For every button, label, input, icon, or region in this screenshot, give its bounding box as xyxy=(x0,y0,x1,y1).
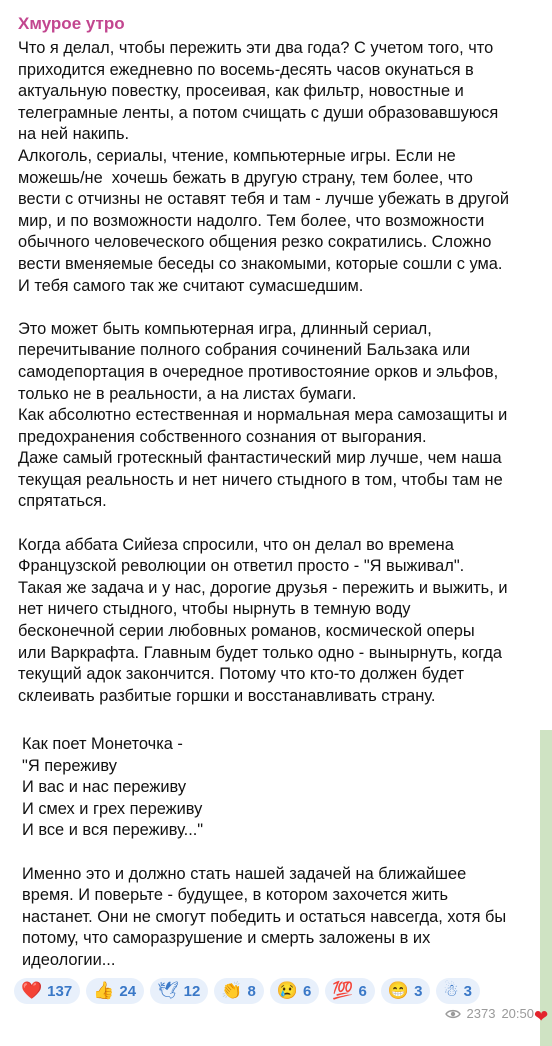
message-time: 20:50 xyxy=(501,1006,534,1021)
reaction-thumbs-up[interactable] xyxy=(86,978,144,1004)
crying-face-icon: 😢 xyxy=(276,981,299,1000)
reaction-hundred[interactable] xyxy=(325,978,375,1004)
reaction-count: 6 xyxy=(303,982,312,1000)
reactions-bar xyxy=(14,978,480,1004)
sender-name[interactable]: Хмурое утро xyxy=(18,14,125,33)
reaction-count: 3 xyxy=(414,982,423,1000)
chat-background-strip xyxy=(540,730,552,1046)
reaction-count: 8 xyxy=(247,982,256,1000)
reaction-count: 137 xyxy=(47,982,73,1000)
view-count: 2373 xyxy=(466,1006,496,1021)
message-text-part2: Как поет Монеточка - "Я переживу И вас и нас переживу И смех и грех переживу И все и вся переживу..." Именно это и должно стать нашей задачей на ближайшее время. И поверьте - будущее, в котором захочется жить настанет. Они не смогут победить и остаться навсегда, хотя бы потому, что саморазрушение и смерть заложены в их идеологии... xyxy=(22,735,507,969)
hundred-icon: 💯 xyxy=(332,981,354,1000)
reaction-snowman[interactable] xyxy=(436,978,480,1004)
snowman-icon: ☃ xyxy=(443,981,459,1000)
reaction-count: 12 xyxy=(183,982,201,1000)
reaction-dove[interactable] xyxy=(150,978,208,1004)
eye-icon xyxy=(445,1009,461,1019)
clap-icon: 👏 xyxy=(221,981,243,1000)
reaction-clap[interactable] xyxy=(214,978,264,1004)
my-reaction-heart-icon: ❤ xyxy=(534,1007,549,1026)
message-text-part1: Что я делал, чтобы пережить эти два года? С учетом того, что приходится ежедневно по восемь-десять часов окунаться в актуальную повестку, просеивая, как фильтр, новостные и телеграмные ленты, а потом счищать с души образовавшуюся на ней накипь. Алкоголь, сериалы, чтение, компьютерные игры. Если не можешь/не хочешь бежать в другую страну, тем более, что вести с отчизны не оставят тебя и там - лучше убежать в другой мир, и по возможности надолго. Тем более, что возможности обычного человеческого общения резко сократились. Сложно вести вменяемые беседы со знакомыми, которые сошли с ума. И тебя самого так же считают сумасшедшим. Это может быть компьютерная игра, длинный сериал, перечитывание полного собрания сочинений Бальзака или самодепортация в очередное противостояние орков и эльфов, только не в реальности, а на листах бумаги. Как абсолютно естественная и нормальная мера самозащиты и предохранения собственного сознания от выгорания. Даже самый гротескный фантастический мир лучше, чем наша текущая реальность и нет ничего стыдного в том, чтобы там не спрятаться. Когда аббата Сийеза спросили, что он делал во времена Французской революции он ответил просто - "Я выживал". Такая же задача и у нас, дорогие друзья - пережить и выжить, и нет ничего стыдного, чтобы нырнуть в темную воду бесконечной серии любовных романов, космической оперы или Варкрафта. Главным будет только одно - вынырнуть, когда текущий адок закончится. Потому что кто-то должен будет склеивать разбитые горшки и восстанавливать страну. xyxy=(18,39,510,705)
thumbs-up-icon: 👍 xyxy=(93,981,115,1000)
reaction-count: 6 xyxy=(358,982,367,1000)
heart-icon: ❤️ xyxy=(21,981,43,1000)
reaction-count: 3 xyxy=(463,982,472,1000)
message-meta xyxy=(445,1006,534,1021)
reaction-heart[interactable] xyxy=(14,978,80,1004)
reaction-grinning[interactable] xyxy=(381,978,431,1004)
dove-icon: 🕊 xyxy=(157,981,179,1000)
reaction-crying[interactable] xyxy=(270,978,320,1004)
reaction-count: 24 xyxy=(119,982,137,1000)
grinning-face-icon: 😁 xyxy=(387,981,410,1000)
